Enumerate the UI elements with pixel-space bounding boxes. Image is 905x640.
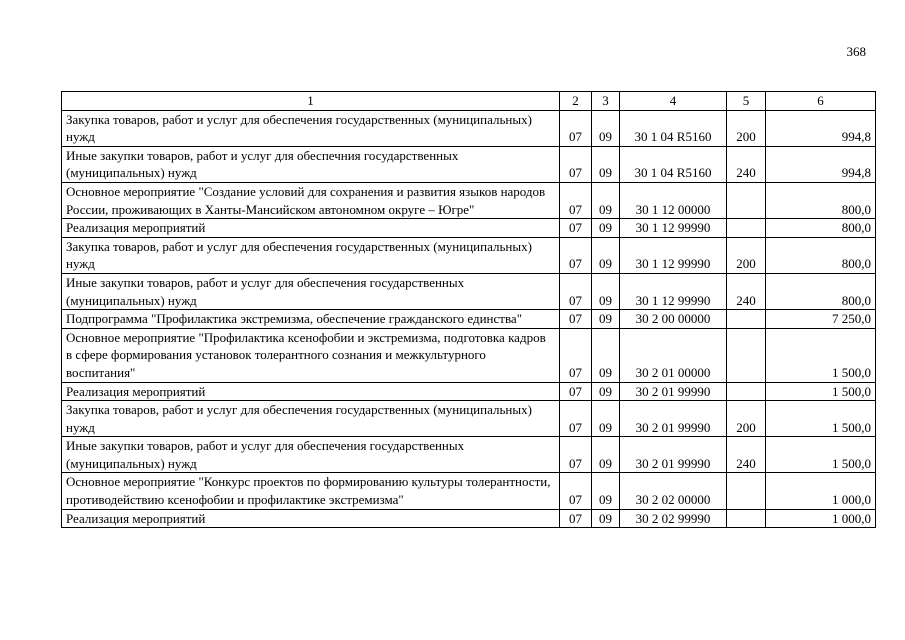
row-amount-cell: 1 000,0 (766, 473, 876, 509)
table-row (62, 382, 876, 401)
row-name-cell: Иные закупки товаров, работ и услуг для обеспечения государственных (муниципальных) нужд (62, 437, 560, 473)
row-target-code-cell: 30 1 12 99990 (620, 219, 727, 238)
column-header-expense-type: 5 (727, 92, 766, 111)
table-body (62, 110, 876, 528)
table-row (62, 328, 876, 382)
row-section-cell: 07 (560, 219, 592, 238)
row-name-cell: Закупка товаров, работ и услуг для обеспечения государственных (муниципальных) нужд (62, 110, 560, 146)
row-amount-cell: 800,0 (766, 237, 876, 273)
row-subsection-cell: 09 (592, 110, 620, 146)
row-name-cell: Закупка товаров, работ и услуг для обеспечения государственных (муниципальных) нужд (62, 401, 560, 437)
table-row (62, 473, 876, 509)
row-section-cell: 07 (560, 273, 592, 309)
column-header-name: 1 (62, 92, 560, 111)
row-amount-cell: 1 500,0 (766, 437, 876, 473)
row-subsection-cell: 09 (592, 328, 620, 382)
row-expense-type-cell (727, 310, 766, 329)
row-amount-cell: 7 250,0 (766, 310, 876, 329)
row-target-code-cell: 30 1 04 R5160 (620, 146, 727, 182)
row-name-cell: Основное мероприятие "Конкурс проектов по формированию культуры толерантности, противодействию ксенофобии и профилактике экстремизма" (62, 473, 560, 509)
row-section-cell: 07 (560, 310, 592, 329)
row-expense-type-cell: 200 (727, 401, 766, 437)
row-subsection-cell: 09 (592, 437, 620, 473)
row-amount-cell: 800,0 (766, 273, 876, 309)
row-section-cell: 07 (560, 437, 592, 473)
table-row (62, 273, 876, 309)
row-target-code-cell: 30 2 02 99990 (620, 509, 727, 528)
row-name-cell: Иные закупки товаров, работ и услуг для обеспечния государственных (муниципальных) нужд (62, 146, 560, 182)
row-section-cell: 07 (560, 182, 592, 218)
table-row (62, 110, 876, 146)
row-expense-type-cell (727, 382, 766, 401)
row-amount-cell: 800,0 (766, 182, 876, 218)
row-target-code-cell: 30 2 01 99990 (620, 401, 727, 437)
column-header-target-code: 4 (620, 92, 727, 111)
row-expense-type-cell (727, 473, 766, 509)
row-expense-type-cell (727, 328, 766, 382)
row-name-cell: Основное мероприятие "Профилактика ксенофобии и экстремизма, подготовка кадров в сфере формирования установок толерантного сознания и межкультурного воспитания" (62, 328, 560, 382)
table-row (62, 437, 876, 473)
row-subsection-cell: 09 (592, 273, 620, 309)
budget-table (61, 91, 876, 528)
row-subsection-cell: 09 (592, 182, 620, 218)
row-name-cell: Реализация мероприятий (62, 509, 560, 528)
row-target-code-cell: 30 2 01 99990 (620, 437, 727, 473)
table-row (62, 401, 876, 437)
row-amount-cell: 994,8 (766, 146, 876, 182)
table-row (62, 182, 876, 218)
row-expense-type-cell: 200 (727, 237, 766, 273)
page-number: 368 (846, 44, 866, 59)
row-target-code-cell: 30 1 12 99990 (620, 237, 727, 273)
row-name-cell: Подпрограмма "Профилактика экстремизма, обеспечение гражданского единства" (62, 310, 560, 329)
table-row (62, 509, 876, 528)
row-subsection-cell: 09 (592, 509, 620, 528)
row-target-code-cell: 30 2 01 99990 (620, 382, 727, 401)
table-row (62, 237, 876, 273)
row-name-cell: Иные закупки товаров, работ и услуг для обеспечения государственных (муниципальных) нужд (62, 273, 560, 309)
row-subsection-cell: 09 (592, 310, 620, 329)
row-section-cell: 07 (560, 382, 592, 401)
row-amount-cell: 1 000,0 (766, 509, 876, 528)
row-section-cell: 07 (560, 146, 592, 182)
row-target-code-cell: 30 1 12 00000 (620, 182, 727, 218)
row-expense-type-cell (727, 509, 766, 528)
column-header-amount: 6 (766, 92, 876, 111)
row-name-cell: Реализация мероприятий (62, 219, 560, 238)
row-section-cell: 07 (560, 328, 592, 382)
row-section-cell: 07 (560, 401, 592, 437)
row-name-cell: Закупка товаров, работ и услуг для обеспечения государственных (муниципальных) нужд (62, 237, 560, 273)
table-row (62, 146, 876, 182)
row-expense-type-cell: 200 (727, 110, 766, 146)
row-subsection-cell: 09 (592, 219, 620, 238)
row-name-cell: Реализация мероприятий (62, 382, 560, 401)
row-amount-cell: 800,0 (766, 219, 876, 238)
row-section-cell: 07 (560, 237, 592, 273)
row-amount-cell: 994,8 (766, 110, 876, 146)
row-amount-cell: 1 500,0 (766, 401, 876, 437)
row-target-code-cell: 30 1 04 R5160 (620, 110, 727, 146)
row-section-cell: 07 (560, 509, 592, 528)
row-expense-type-cell (727, 219, 766, 238)
row-target-code-cell: 30 2 00 00000 (620, 310, 727, 329)
row-subsection-cell: 09 (592, 382, 620, 401)
row-subsection-cell: 09 (592, 473, 620, 509)
table-row (62, 219, 876, 238)
table-header-row (62, 92, 876, 111)
row-expense-type-cell: 240 (727, 273, 766, 309)
row-target-code-cell: 30 1 12 99990 (620, 273, 727, 309)
row-subsection-cell: 09 (592, 146, 620, 182)
row-expense-type-cell: 240 (727, 437, 766, 473)
row-target-code-cell: 30 2 02 00000 (620, 473, 727, 509)
row-expense-type-cell: 240 (727, 146, 766, 182)
row-target-code-cell: 30 2 01 00000 (620, 328, 727, 382)
row-expense-type-cell (727, 182, 766, 218)
row-section-cell: 07 (560, 110, 592, 146)
row-subsection-cell: 09 (592, 237, 620, 273)
row-subsection-cell: 09 (592, 401, 620, 437)
table-row (62, 310, 876, 329)
column-header-section: 2 (560, 92, 592, 111)
row-amount-cell: 1 500,0 (766, 382, 876, 401)
row-section-cell: 07 (560, 473, 592, 509)
column-header-subsection: 3 (592, 92, 620, 111)
row-name-cell: Основное мероприятие "Создание условий для сохранения и развития языков народов России, проживающих в Ханты-Мансийском автономном округе – Югре" (62, 182, 560, 218)
row-amount-cell: 1 500,0 (766, 328, 876, 382)
